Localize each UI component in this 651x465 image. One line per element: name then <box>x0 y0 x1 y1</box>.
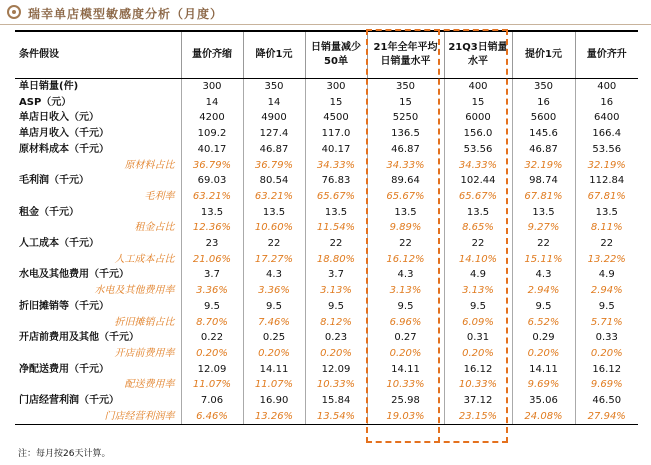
table-cell: 0.20% <box>305 346 367 362</box>
table-cell: 300 <box>305 79 367 95</box>
table-cell: 65.67% <box>444 189 512 205</box>
table-row <box>15 267 638 283</box>
table-cell: 14.11 <box>512 362 575 378</box>
table-cell: 10.33% <box>367 377 444 393</box>
row-label: 租金（千元） <box>19 206 79 218</box>
row-label: 毛利率 <box>144 190 175 202</box>
table-cell: 6000 <box>444 110 512 126</box>
table-cell: 10.60% <box>243 220 305 236</box>
table-cell: 19.03% <box>367 409 444 425</box>
table-cell: 0.20% <box>444 346 512 362</box>
table-cell: 22 <box>575 236 638 252</box>
table-cell: 0.25 <box>243 330 305 346</box>
table-cell: 0.22 <box>181 330 243 346</box>
table-cell: 13.5 <box>367 205 444 221</box>
table-cell: 136.5 <box>367 126 444 142</box>
table-cell: 34.33% <box>444 158 512 174</box>
table-cell: 8.70% <box>181 315 243 331</box>
table-cell: 32.19% <box>512 158 575 174</box>
table-cell: 34.33% <box>367 158 444 174</box>
table-row <box>15 189 638 205</box>
table-cell: 9.89% <box>367 220 444 236</box>
table-cell: 9.69% <box>575 377 638 393</box>
table-cell: 53.56 <box>575 142 638 158</box>
table-cell: 400 <box>444 79 512 95</box>
table-row <box>15 110 638 126</box>
table-cell: 0.20% <box>575 346 638 362</box>
table-cell: 3.13% <box>305 283 367 299</box>
table-cell: 6.52% <box>512 315 575 331</box>
table-cell: 24.08% <box>512 409 575 425</box>
table-cell: 9.5 <box>181 299 243 315</box>
table-row <box>15 173 638 189</box>
table-row <box>15 315 638 331</box>
table-cell: 4.3 <box>512 267 575 283</box>
table-cell: 0.27 <box>367 330 444 346</box>
table-cell: 5.71% <box>575 315 638 331</box>
table-cell: 35.06 <box>512 393 575 409</box>
row-label: 人工成本（千元） <box>19 238 99 250</box>
table-cell: 32.19% <box>575 158 638 174</box>
row-label: 配送费用率 <box>124 379 175 391</box>
table-cell: 6.96% <box>367 315 444 331</box>
table-cell: 350 <box>367 79 444 95</box>
table-row <box>15 95 638 111</box>
table-cell: 4.3 <box>243 267 305 283</box>
table-cell: 12.09 <box>181 362 243 378</box>
table-cell: 9.5 <box>305 299 367 315</box>
table-cell: 0.20% <box>512 346 575 362</box>
table-row <box>15 220 638 236</box>
table-row <box>15 299 638 315</box>
table-cell: 350 <box>243 79 305 95</box>
table-cell: 10.33% <box>444 377 512 393</box>
table-cell: 145.6 <box>512 126 575 142</box>
table-cell: 13.5 <box>575 205 638 221</box>
row-label: 单店日收入（元） <box>19 112 99 124</box>
table-cell: 112.84 <box>575 173 638 189</box>
table-cell: 36.79% <box>243 158 305 174</box>
table-cell: 8.11% <box>575 220 638 236</box>
table-cell: 80.54 <box>243 173 305 189</box>
table-row <box>15 362 638 378</box>
table-cell: 69.03 <box>181 173 243 189</box>
table-row <box>15 252 638 268</box>
table-cell: 14 <box>243 95 305 111</box>
table-cell: 2.94% <box>512 283 575 299</box>
table-row <box>15 142 638 158</box>
table-cell: 5600 <box>512 110 575 126</box>
table-row <box>15 377 638 393</box>
row-label: 毛利润（千元） <box>19 175 89 187</box>
row-label: 门店经营利润率 <box>15 409 181 425</box>
row-label: 水电及其他费用率 <box>94 285 175 297</box>
table-row <box>15 409 638 425</box>
table-cell: 350 <box>512 79 575 95</box>
table-cell: 65.67% <box>305 189 367 205</box>
table-cell: 15 <box>444 95 512 111</box>
table-row <box>15 158 638 174</box>
table-cell: 37.12 <box>444 393 512 409</box>
row-label: 开店前费用及其他（千元） <box>19 332 139 344</box>
page-title: 瑞幸单店模型敏感度分析（月度） <box>28 7 224 21</box>
table-row <box>15 205 638 221</box>
table-cell: 27.94% <box>575 409 638 425</box>
sensitivity-table <box>15 30 638 425</box>
row-label: 水电及其他费用（千元） <box>19 269 129 281</box>
table-cell: 23.15% <box>444 409 512 425</box>
table-row <box>15 283 638 299</box>
table-cell: 9.5 <box>243 299 305 315</box>
column-header: 量价齐缩 <box>181 31 243 79</box>
table-cell: 9.5 <box>575 299 638 315</box>
title-bar <box>0 0 651 26</box>
table-cell: 34.33% <box>305 158 367 174</box>
table-cell: 7.06 <box>181 393 243 409</box>
table-cell: 3.7 <box>305 267 367 283</box>
table-cell: 166.4 <box>575 126 638 142</box>
table-cell: 17.27% <box>243 252 305 268</box>
row-label: 租金占比 <box>134 222 175 234</box>
table-cell: 22 <box>512 236 575 252</box>
table-cell: 0.20% <box>367 346 444 362</box>
table-cell: 46.87 <box>367 142 444 158</box>
table-cell: 13.26% <box>243 409 305 425</box>
table-cell: 15 <box>367 95 444 111</box>
table-cell: 16.12 <box>575 362 638 378</box>
table-cell: 63.21% <box>181 189 243 205</box>
table-cell: 4200 <box>181 110 243 126</box>
table-cell: 13.54% <box>305 409 367 425</box>
table-cell: 63.21% <box>243 189 305 205</box>
table-cell: 9.69% <box>512 377 575 393</box>
table-cell: 46.87 <box>243 142 305 158</box>
row-label: ASP（元） <box>19 96 72 108</box>
table-cell: 3.13% <box>367 283 444 299</box>
column-header: 提价1元 <box>512 31 575 79</box>
table-cell: 25.98 <box>367 393 444 409</box>
row-label: 原材料占比 <box>124 159 175 171</box>
table-cell: 16.90 <box>243 393 305 409</box>
table-cell: 12.36% <box>181 220 243 236</box>
column-header: 条件假设 <box>15 31 181 79</box>
table-cell: 14.11 <box>243 362 305 378</box>
table-cell: 14.11 <box>367 362 444 378</box>
table-cell: 4.9 <box>575 267 638 283</box>
table-cell: 9.5 <box>512 299 575 315</box>
table-row <box>15 346 638 362</box>
table-cell: 53.56 <box>444 142 512 158</box>
table-cell: 117.0 <box>305 126 367 142</box>
table-cell: 76.83 <box>305 173 367 189</box>
column-header: 量价齐升 <box>575 31 638 79</box>
circle-bullet-icon <box>7 5 21 19</box>
table-cell: 127.4 <box>243 126 305 142</box>
table-cell: 13.5 <box>305 205 367 221</box>
column-header: 21Q3日销量水平 <box>444 31 512 79</box>
table-cell: 7.46% <box>243 315 305 331</box>
table-cell: 8.65% <box>444 220 512 236</box>
table-cell: 22 <box>305 236 367 252</box>
row-label: 折旧摊销占比 <box>114 316 175 328</box>
row-label: 单日销量(件) <box>19 81 79 92</box>
table-cell: 14 <box>181 95 243 111</box>
table-cell: 6.46% <box>181 409 243 425</box>
table-row <box>15 79 638 95</box>
table-cell: 89.64 <box>367 173 444 189</box>
table-cell: 2.94% <box>575 283 638 299</box>
table-cell: 46.50 <box>575 393 638 409</box>
table-cell: 13.22% <box>575 252 638 268</box>
table-cell: 4900 <box>243 110 305 126</box>
table-cell: 16.12% <box>367 252 444 268</box>
table-cell: 40.17 <box>181 142 243 158</box>
table-cell: 67.81% <box>512 189 575 205</box>
table-cell: 12.09 <box>305 362 367 378</box>
table-cell: 15 <box>305 95 367 111</box>
table-cell: 8.12% <box>305 315 367 331</box>
table-cell: 22 <box>243 236 305 252</box>
table-cell: 0.33 <box>575 330 638 346</box>
table-cell: 40.17 <box>305 142 367 158</box>
table-cell: 46.87 <box>512 142 575 158</box>
table-cell: 156.0 <box>444 126 512 142</box>
table-cell: 3.13% <box>444 283 512 299</box>
row-label: 人工成本占比 <box>114 253 175 265</box>
table-cell: 15.84 <box>305 393 367 409</box>
table-cell: 5250 <box>367 110 444 126</box>
row-label: 单店月收入（千元） <box>19 128 109 140</box>
table-cell: 4500 <box>305 110 367 126</box>
table-cell: 9.27% <box>512 220 575 236</box>
row-label: 开店前费用率 <box>114 347 175 359</box>
row-label: 折旧摊销等（千元） <box>19 300 109 312</box>
title-divider <box>0 24 651 25</box>
table-cell: 11.07% <box>181 377 243 393</box>
table-cell: 36.79% <box>181 158 243 174</box>
table-cell: 109.2 <box>181 126 243 142</box>
table-cell: 0.23 <box>305 330 367 346</box>
table-header-row <box>15 31 638 79</box>
table-cell: 300 <box>181 79 243 95</box>
table-cell: 67.81% <box>575 189 638 205</box>
table-cell: 3.7 <box>181 267 243 283</box>
table-cell: 13.5 <box>243 205 305 221</box>
table-cell: 0.20% <box>181 346 243 362</box>
table-cell: 9.5 <box>367 299 444 315</box>
table-cell: 98.74 <box>512 173 575 189</box>
table-row <box>15 393 638 409</box>
column-header: 日销量减少50单 <box>305 31 367 79</box>
table-row <box>15 236 638 252</box>
table-cell: 14.10% <box>444 252 512 268</box>
table-row <box>15 330 638 346</box>
table-cell: 22 <box>444 236 512 252</box>
table-cell: 15.11% <box>512 252 575 268</box>
table-cell: 11.07% <box>243 377 305 393</box>
table-cell: 11.54% <box>305 220 367 236</box>
table-cell: 16 <box>512 95 575 111</box>
table-body <box>15 79 638 425</box>
table-cell: 6400 <box>575 110 638 126</box>
row-label: 门店经营利润（千元） <box>19 395 119 407</box>
table-cell: 9.5 <box>444 299 512 315</box>
footnote: 注：每月按26天计算。 <box>18 449 111 459</box>
column-header: 降价1元 <box>243 31 305 79</box>
table-cell: 16.12 <box>444 362 512 378</box>
row-label: 原材料成本（千元） <box>19 143 109 155</box>
table-cell: 21.06% <box>181 252 243 268</box>
table-cell: 13.5 <box>444 205 512 221</box>
table-cell: 18.80% <box>305 252 367 268</box>
table-cell: 65.67% <box>367 189 444 205</box>
table-cell: 4.3 <box>367 267 444 283</box>
row-label: 净配送费用（千元） <box>19 363 109 375</box>
table-cell: 13.5 <box>512 205 575 221</box>
column-header: 21年全年平均日销量水平 <box>367 31 444 79</box>
table-cell: 13.5 <box>181 205 243 221</box>
table-cell: 0.29 <box>512 330 575 346</box>
table-cell: 16 <box>575 95 638 111</box>
table-cell: 3.36% <box>243 283 305 299</box>
table-cell: 6.09% <box>444 315 512 331</box>
table-row <box>15 126 638 142</box>
table-cell: 23 <box>181 236 243 252</box>
table-cell: 400 <box>575 79 638 95</box>
table-cell: 10.33% <box>305 377 367 393</box>
table-cell: 3.36% <box>181 283 243 299</box>
table-cell: 102.44 <box>444 173 512 189</box>
table-cell: 0.20% <box>243 346 305 362</box>
table-cell: 4.9 <box>444 267 512 283</box>
table-cell: 22 <box>367 236 444 252</box>
table-cell: 0.31 <box>444 330 512 346</box>
